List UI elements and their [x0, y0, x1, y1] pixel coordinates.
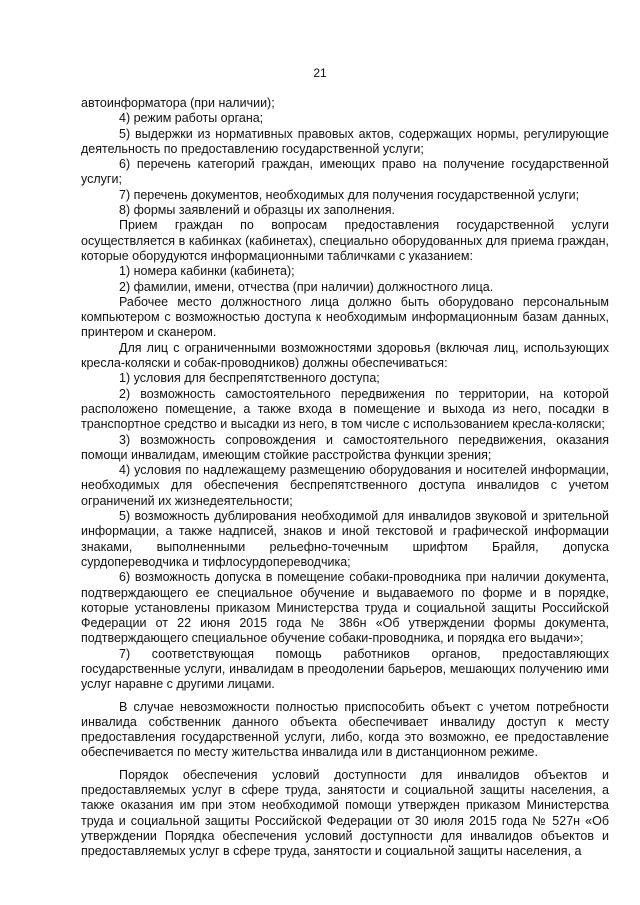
paragraph: 2) возможность самостоятельного передвижения по территории, на которой расположено помещение, а также входа в помещение и выхода из него, посадки в транспортное средство и высадки из него, в том числе с использованием кресла-коляски;: [81, 386, 609, 432]
page-number: 21: [313, 66, 327, 80]
paragraph: 8) формы заявлений и образцы их заполнения.: [119, 203, 396, 218]
paragraph: 5) выдержки из нормативных правовых актов, содержащих нормы, регулирующие деятельность по предоставлению государственной услуги;: [81, 126, 609, 156]
paragraph: 3) возможность сопровождения и самостоятельного передвижения, оказания помощи инвалидам, имеющим стойкие расстройства функции зрения;: [81, 432, 609, 462]
paragraph: 7) соответствующая помощь работников органов, предоставляющих государственные услуги, инвалидам в преодолении барьеров, мешающих получению ими услуг наравне с другими лицами.: [81, 646, 609, 692]
paragraph: Порядок обеспечения условий доступности для инвалидов объектов и предоставляемых услуг в сфере труда, занятости и социальной защиты населения, а также оказания им при этом необходимой помощи утвержден приказом Министерства труда и социальной защиты Российской Федерации от 30 июля 2015 года № 527н «Об утверждении Порядка обеспечения условий доступности для инвалидов объектов и предоставляемых услуг в сфере труда, занятости и социальной защиты населения, а: [81, 767, 609, 859]
paragraph: автоинформатора (при наличии);: [81, 96, 275, 110]
paragraph: 6) перечень категорий граждан, имеющих право на получение государственной услуги;: [81, 157, 609, 187]
paragraph: 4) условия по надлежащему размещению оборудования и носителей информации, необходимых для обеспечения беспрепятственного доступа инвалидов с учетом ограничений их жизнедеятельности;: [81, 463, 609, 508]
paragraph: Прием граждан по вопросам предоставления государственной услуги осуществляется в кабинках (кабинетах), специально оборудованных для приема граждан, которые оборудуются информационными табличками с указанием:: [81, 218, 609, 263]
paragraph: 1) номера кабинки (кабинета);: [119, 264, 295, 279]
paragraph: 5) возможность дублирования необходимой для инвалидов звуковой и зрительной информации, а также надписей, знаков и иной текстовой и графической информации знаками, выполненными рельефно-точечным шрифтом Брайля, допуска сурдопереводчика и тифлосурдопереводчика;: [81, 509, 609, 569]
paragraph: 6) возможность допуска в помещение собаки-проводника при наличии документа, подтверждающего ее специальное обучение и выдаваемого по форме и в порядке, которые установлены приказом Министерства труда и социальной защиты Российской Федерации от 22 июня 2015 года № 386н «Об утверждении формы документа, подтверждающего специальное обучение собаки-проводника, и порядка его выдачи»;: [81, 570, 609, 646]
paragraph: Рабочее место должностного лица должно быть оборудовано персональным компьютером с возможностью доступа к необходимым информационным базам данных, принтером и сканером.: [81, 294, 609, 340]
paragraph: 1) условия для беспрепятственного доступа;: [119, 371, 380, 386]
paragraph: 2) фамилии, имени, отчества (при наличии) должностного лица.: [119, 279, 494, 294]
document-body: [81, 96, 609, 860]
paragraph: Для лиц с ограниченными возможностями здоровья (включая лиц, использующих кресла-коляски и собак-проводников) должны обеспечиваться:: [81, 340, 609, 371]
paragraph: В случае невозможности полностью приспособить объект с учетом потребности инвалида собственник данного объекта обеспечивает инвалиду доступ к месту предоставления государственной услуги, либо, когда это возможно, ее предоставление обеспечивается по месту жительства инвалида или в дистанционном режиме.: [81, 699, 609, 760]
paragraph: 4) режим работы органа;: [119, 111, 264, 126]
paragraph: 7) перечень документов, необходимых для получения государственной услуги;: [119, 187, 580, 202]
